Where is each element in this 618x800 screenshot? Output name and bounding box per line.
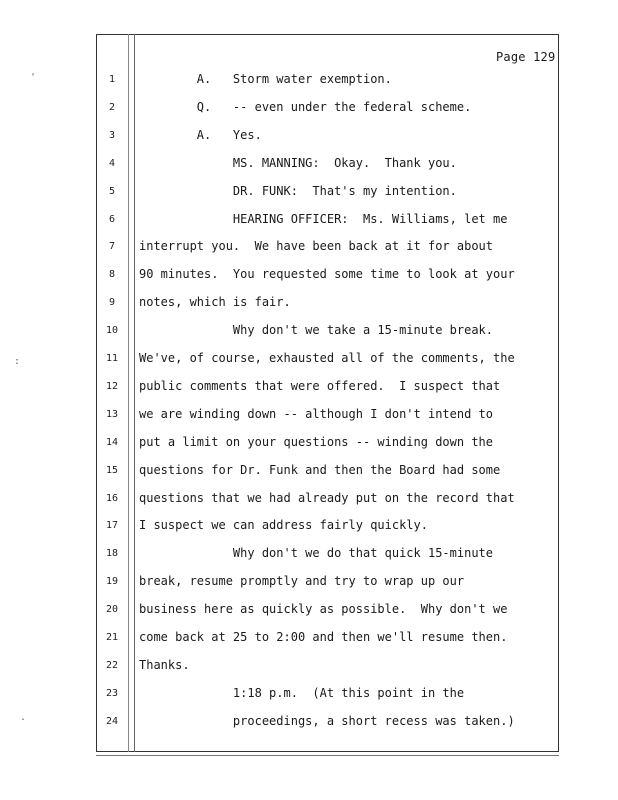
line-number: 19 (105, 576, 119, 587)
transcript-line: A. Storm water exemption. (139, 72, 392, 86)
scan-speck: ' (30, 72, 37, 83)
line-number: 23 (105, 688, 119, 699)
line-number: 21 (105, 632, 119, 643)
transcript-line: questions that we had already put on the record that (139, 491, 515, 505)
transcript-line: put a limit on your questions -- winding down the (139, 435, 494, 449)
line-number: 6 (108, 214, 116, 225)
line-number: 2 (108, 102, 116, 113)
transcript-line: proceedings, a short recess was taken.) (139, 714, 515, 728)
line-number: 1 (108, 74, 116, 85)
line-number: 7 (108, 241, 116, 252)
transcript-line: 1:18 p.m. (At this point in the (139, 686, 465, 700)
line-number: 4 (108, 158, 116, 169)
line-number: 3 (108, 130, 116, 141)
line-number: 9 (108, 297, 116, 308)
line-number: 20 (105, 604, 119, 615)
transcript-line: MS. MANNING: Okay. Thank you. (139, 156, 457, 170)
line-number: 13 (105, 409, 119, 420)
transcript-line: break, resume promptly and try to wrap up our (139, 574, 465, 588)
transcript-line: business here as quickly as possible. Why don't we (139, 602, 508, 616)
line-number: 8 (108, 269, 116, 280)
transcript-line: we are winding down -- although I don't intend to (139, 407, 494, 421)
line-number: 17 (105, 520, 119, 531)
page-number: Page 129 (496, 50, 556, 64)
line-number: 10 (105, 325, 119, 336)
line-number: 16 (105, 493, 119, 504)
line-number: 22 (105, 660, 119, 671)
transcript-line: come back at 25 to 2:00 and then we'll resume then. (139, 630, 508, 644)
line-number: 24 (105, 716, 119, 727)
transcript-line: Why don't we do that quick 15-minute (139, 546, 494, 560)
transcript-line: public comments that were offered. I suspect that (139, 379, 501, 393)
transcript-line: DR. FUNK: That's my intention. (139, 184, 457, 198)
line-number: 11 (105, 353, 119, 364)
line-number: 18 (105, 548, 119, 559)
margin-rule-outer (128, 34, 129, 752)
margin-rule-inner (134, 34, 135, 752)
scan-speck: . (20, 712, 27, 723)
transcript-line: notes, which is fair. (139, 295, 291, 309)
transcript-line: We've, of course, exhausted all of the comments, the (139, 351, 515, 365)
transcript-line: Q. -- even under the federal scheme. (139, 100, 472, 114)
transcript-line: questions for Dr. Funk and then the Board had some (139, 463, 501, 477)
transcript-line: HEARING OFFICER: Ms. Williams, let me (139, 212, 508, 226)
bottom-rule (96, 755, 559, 756)
transcript-line: I suspect we can address fairly quickly. (139, 518, 428, 532)
line-number: 5 (108, 186, 116, 197)
transcript-line: A. Yes. (139, 128, 262, 142)
transcript-line: Thanks. (139, 658, 190, 672)
transcript-line: interrupt you. We have been back at it for about (139, 239, 494, 253)
scan-speck: : (14, 356, 21, 367)
line-number: 12 (105, 381, 119, 392)
transcript-line: 90 minutes. You requested some time to look at your (139, 267, 515, 281)
transcript-line: Why don't we take a 15-minute break. (139, 323, 494, 337)
line-number: 15 (105, 465, 119, 476)
line-number: 14 (105, 437, 119, 448)
